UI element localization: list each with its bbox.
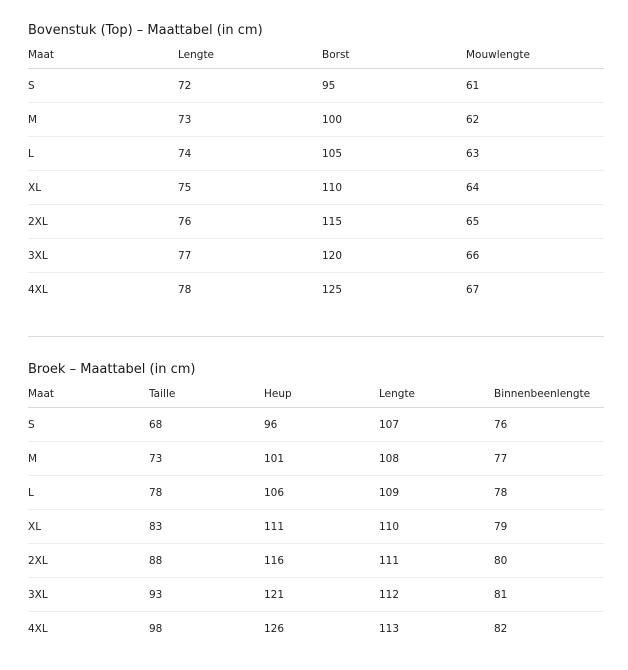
cell-size: 3XL [28,578,149,612]
table-header-row [28,42,604,69]
table-row [28,578,604,612]
cell-size: 4XL [28,283,48,296]
cell-length: 113 [379,622,400,635]
cell-size: M [28,103,178,137]
cell-chest: 120 [322,239,466,273]
cell-size: M [28,442,149,476]
table-row [28,273,604,307]
cell-length: 110 [379,510,494,544]
cell-sleeve-length: 65 [466,205,604,239]
cell-inseam: 77 [494,442,604,476]
pants-size-table [28,381,604,645]
cell-size: L [28,137,178,171]
cell-waist: 88 [149,544,264,578]
cell-sleeve-length: 64 [466,171,604,205]
pants-table-title: Broek – Maattabel (in cm) [28,362,196,377]
cell-hip: 106 [264,476,379,510]
cell-waist: 73 [149,442,264,476]
table-row [28,408,604,442]
table-row [28,137,604,171]
column-header-size: Maat [28,381,149,408]
cell-length: 73 [178,103,322,137]
cell-hip: 126 [264,622,285,635]
table-row [28,544,604,578]
cell-hip: 121 [264,578,379,612]
cell-hip: 96 [264,408,379,442]
column-header-chest: Borst [322,42,466,69]
table-row [28,442,604,476]
cell-inseam: 79 [494,510,604,544]
cell-length: 76 [178,205,322,239]
cell-length: 72 [178,69,322,103]
cell-length: 74 [178,137,322,171]
cell-size: S [28,408,149,442]
cell-chest: 115 [322,205,466,239]
cell-inseam: 76 [494,408,604,442]
top-size-section [28,20,604,306]
cell-waist: 68 [149,408,264,442]
cell-length: 75 [178,171,322,205]
cell-length: 112 [379,578,494,612]
cell-length: 111 [379,544,494,578]
cell-chest: 110 [322,171,466,205]
cell-size: 3XL [28,239,178,273]
column-header-length: Lengte [379,381,494,408]
cell-size: XL [28,171,178,205]
table-row [28,103,604,137]
table-row [28,239,604,273]
cell-hip: 116 [264,544,379,578]
cell-inseam: 81 [494,578,604,612]
cell-waist: 83 [149,510,264,544]
column-header-inseam: Binnenbeenlengte [494,381,604,408]
cell-sleeve-length: 67 [466,283,480,296]
cell-size: 4XL [28,622,48,635]
cell-inseam: 80 [494,544,604,578]
cell-size: XL [28,510,149,544]
cell-size: 2XL [28,544,149,578]
cell-length: 108 [379,442,494,476]
table-row [28,612,604,646]
table-row [28,171,604,205]
table-row [28,205,604,239]
pants-size-section [28,359,604,645]
section-divider [28,336,604,337]
column-header-waist: Taille [149,381,264,408]
column-header-sleeve-length: Mouwlengte [466,42,604,69]
cell-sleeve-length: 61 [466,69,604,103]
cell-waist: 98 [149,622,163,635]
cell-chest: 95 [322,69,466,103]
cell-size: L [28,476,149,510]
table-row [28,476,604,510]
cell-sleeve-length: 63 [466,137,604,171]
table-row [28,69,604,103]
top-size-table [28,42,604,306]
cell-inseam: 82 [494,622,508,635]
cell-length: 107 [379,408,494,442]
cell-inseam: 78 [494,476,604,510]
cell-waist: 93 [149,578,264,612]
cell-size: S [28,69,178,103]
table-row [28,510,604,544]
column-header-length: Lengte [178,42,322,69]
cell-length: 78 [178,283,192,296]
cell-length: 109 [379,476,494,510]
column-header-hip: Heup [264,381,379,408]
cell-length: 77 [178,239,322,273]
cell-size: 2XL [28,205,178,239]
cell-chest: 105 [322,137,466,171]
column-header-size: Maat [28,42,178,69]
cell-sleeve-length: 66 [466,239,604,273]
cell-hip: 101 [264,442,379,476]
table-header-row [28,381,604,408]
top-table-title: Bovenstuk (Top) – Maattabel (in cm) [28,23,263,38]
cell-chest: 100 [322,103,466,137]
cell-chest: 125 [322,283,343,296]
cell-hip: 111 [264,510,379,544]
cell-waist: 78 [149,476,264,510]
cell-sleeve-length: 62 [466,103,604,137]
